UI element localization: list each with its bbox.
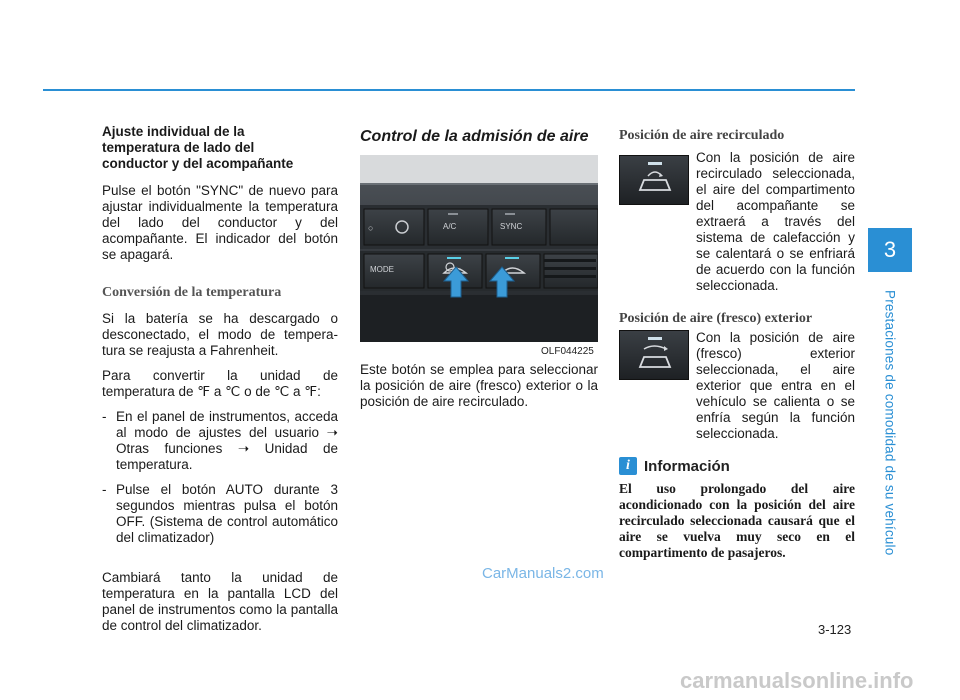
para-fresh-air: Con la posición de aire (fresco) exterior seleccionada, el aire exterior que entra en el vehículo se calienta o se enfría según la función seleccionada.	[696, 330, 855, 441]
top-rule	[43, 89, 855, 91]
bullet-item: - Pulse el botón AUTO durante 3 segundos mientras pulsa el botón OFF. (Sistema de control automático del climatizador)	[102, 482, 338, 545]
watermark-carmanualsonline: carmanualsonline.info	[680, 668, 914, 693]
fresh-air-car-icon	[620, 331, 690, 381]
heading-recirculated: Posición de aire recirculado	[619, 128, 785, 143]
heading-individual-temp: Ajuste individual de la temperatura de lado del conductor y del acompañante	[102, 124, 294, 171]
fresh-air-button-image	[619, 330, 689, 380]
recirculated-button-image	[619, 155, 689, 205]
para-air-intake: Este botón se emplea para seleccionar la posición de aire (fresco) exterior o la posición de aire recirculado.	[360, 362, 598, 409]
recirc-car-icon	[620, 156, 690, 206]
mode-button-label: MODE	[370, 265, 394, 274]
climate-control-photo	[360, 155, 598, 342]
ac-button-label: A/C	[443, 222, 457, 231]
climate-panel-illustration	[360, 155, 598, 342]
page-number: 3-123	[818, 622, 852, 637]
chapter-number-tab: 3	[868, 228, 912, 272]
info-body: El uso prolongado del aire acondicionado con la posición del aire recirculado seleccionada causará que el aire se vuelva muy seco en el compartimento de pasajeros.	[619, 481, 855, 560]
sync-button-label: SYNC	[500, 222, 523, 231]
para-convert: Para convertir la unidad de temperatura de ℉ a ℃ o de ℃ a ℉:	[102, 368, 338, 399]
bullet-text: En el panel de instrumentos, acceda al modo de ajustes del usuario ➝ Otras funciones ➝ Unidad de temperatura.	[116, 409, 338, 472]
bullet-item: - En el panel de instrumentos, acceda al modo de ajustes del usuario ➝ Otras funciones ➝ Unidad de temperatura.	[102, 409, 338, 472]
para-unit-change: Cambiará tanto la unidad de temperatura en la pantalla LCD del panel de instrumentos como la pantalla de control del climatizador.	[102, 570, 338, 633]
column-left	[102, 124, 338, 634]
para-individual-temp: Pulse el botón "SYNC" de nuevo para ajustar individualmente la temperatura del lado del conductor y del acompañante. El indicador del botón se apagará.	[102, 183, 338, 262]
chapter-title	[880, 290, 900, 556]
info-icon: i	[619, 457, 637, 475]
chapter-title-text: Prestaciones de comodidad de su vehículo	[882, 290, 898, 556]
bullet-text: Pulse el botón AUTO durante 3 segundos mientras pulsa el botón OFF. (Sistema de control automático del climatizador)	[116, 482, 338, 545]
figure-code: OLF044225	[541, 346, 594, 357]
column-middle	[360, 124, 598, 146]
para-battery: Si la batería se ha descargado o desconectado, el modo de tempera-tura se reajusta a Fahrenheit.	[102, 311, 338, 358]
watermark-carmanuals: CarManuals2.com	[482, 565, 604, 582]
heading-air-intake: Control de la admisión de aire	[360, 128, 589, 145]
svg-text:○: ○	[368, 223, 374, 233]
heading-temp-conversion: Conversión de la temperatura	[102, 285, 282, 300]
para-recirculated: Con la posición de aire recirculado seleccionada, el aire del compartimento del acompañante se extraerá a través del sistema de calefacción y se calentará o se enfriará de acuerdo con la función seleccionada.	[696, 150, 855, 293]
info-title: Información	[644, 458, 730, 475]
heading-fresh-air: Posición de aire (fresco) exterior	[619, 311, 813, 326]
